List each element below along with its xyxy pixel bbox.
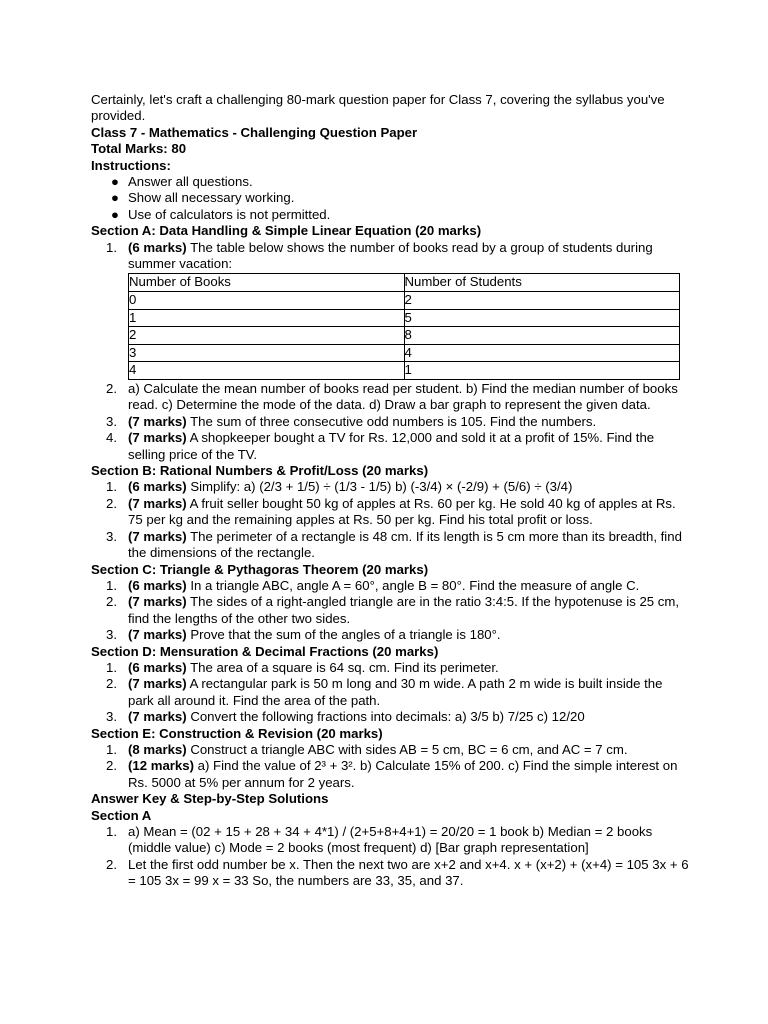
books-table (128, 273, 680, 380)
question-item: 1. (8 marks) Construct a triangle ABC with sides AB = 5 cm, BC = 6 cm, and AC = 7 cm. (106, 741, 628, 757)
question-item: 3. (7 marks) Prove that the sum of the angles of a triangle is 180°. (106, 627, 501, 643)
table-cell: 1 (404, 362, 680, 380)
bullet-icon: ● (111, 190, 119, 206)
table-header-row (129, 274, 680, 292)
section-a-questions-cont (91, 381, 691, 463)
question-item: 2. (7 marks) A fruit seller bought 50 kg of apples at Rs. 60 per kg. He sold 40 kg of apples at Rs. 75 per kg and the remaining apples at Rs. 50 per kg. Find his total profit or loss. (106, 495, 676, 528)
paper-title: Class 7 - Mathematics - Challenging Question Paper (91, 124, 418, 140)
table-row (129, 292, 680, 310)
answer-item: 2. Let the first odd number be x. Then the next two are x+2 and x+4. x + (x+2) + (x+4) = 105 3x + 6 = 105 3x = 99 x = 33 So, the numbers are 33, 35, and 37. (106, 856, 689, 889)
question-item: 1. (6 marks) The area of a square is 64 sq. cm. Find its perimeter. (106, 659, 499, 675)
table-cell: 2 (404, 292, 680, 310)
section-d-questions (91, 660, 691, 726)
section-a-questions (91, 240, 691, 273)
section-b-questions (91, 479, 691, 561)
instructions-list (91, 174, 691, 223)
table-cell: 1 (129, 309, 405, 327)
table-cell: 0 (129, 292, 405, 310)
table-row (129, 344, 680, 362)
question-item: 1. (6 marks) The table below shows the number of books read by a group of students during summer vacation: (106, 239, 653, 272)
total-marks: Total Marks: 80 (91, 141, 187, 157)
section-d-heading: Section D: Mensuration & Decimal Fractions (20 marks) (91, 643, 439, 659)
intro-text: Certainly, let's craft a challenging 80-mark question paper for Class 7, covering the syllabus you've provided. (91, 92, 665, 124)
instruction-item: ● Answer all questions. (111, 174, 253, 190)
question-item: 1. (6 marks) Simplify: a) (2/3 + 1/5) ÷ (1/3 - 1/5) b) (-3/4) × (-2/9) + (5/6) ÷ (3/4) (106, 479, 573, 495)
bullet-icon: ● (111, 206, 119, 222)
section-c-heading: Section C: Triangle & Pythagoras Theorem (20 marks) (91, 561, 429, 577)
table-cell: 2 (129, 327, 405, 345)
answer-key-heading: Answer Key & Step-by-Step Solutions (91, 791, 329, 807)
table-cell: 3 (129, 344, 405, 362)
question-item: 3. (7 marks) Convert the following fractions into decimals: a) 3/5 b) 7/25 c) 12/20 (106, 709, 585, 725)
table-header-cell: Number of Students (404, 274, 680, 292)
section-b-heading: Section B: Rational Numbers & Profit/Loss (20 marks) (91, 463, 429, 479)
question-item: 4. (7 marks) A shopkeeper bought a TV for Rs. 12,000 and sold it at a profit of 15%. Find the selling price of the TV. (106, 430, 655, 462)
table-cell: 8 (404, 327, 680, 345)
section-e-heading: Section E: Construction & Revision (20 marks) (91, 725, 383, 741)
section-c-questions (91, 578, 691, 644)
question-item: 2. (12 marks) a) Find the value of 2³ + 3². b) Calculate 15% of 200. c) Find the simple interest on Rs. 5000 at 5% per annum for 2 years. (106, 758, 678, 790)
question-item: 3. (7 marks) The sum of three consecutive odd numbers is 105. Find the numbers. (106, 413, 597, 429)
question-item: 3. (7 marks) The perimeter of a rectangle is 48 cm. If its length is 5 cm more than its breadth, find the dimensions of the rectangle. (106, 528, 682, 561)
question-item: 2. (7 marks) A rectangular park is 50 m long and 30 m wide. A path 2 m wide is built inside the park all around it. Find the area of the path. (106, 676, 663, 708)
section-e-questions (91, 742, 691, 791)
answer-item: 1. a) Mean = (02 + 15 + 28 + 34 + 4*1) / (2+5+8+4+1) = 20/20 = 1 book b) Median = 2 books (middle value) c) Mode = 2 books (most frequent) d) [Bar graph representation] (106, 824, 653, 856)
question-item: 2. (7 marks) The sides of a right-angled triangle are in the ratio 3:4:5. If the hypotenuse is 25 cm, find the lengths of the other two sides. (106, 594, 680, 626)
document-page (91, 92, 691, 890)
table-row (129, 327, 680, 345)
table-cell: 5 (404, 309, 680, 327)
table-cell: 4 (404, 344, 680, 362)
question-item: 1. (6 marks) In a triangle ABC, angle A = 60°, angle B = 80°. Find the measure of angle C. (106, 577, 640, 593)
instruction-item: ● Use of calculators is not permitted. (111, 206, 331, 222)
table-header-cell: Number of Books (129, 274, 405, 292)
table-row (129, 362, 680, 380)
instructions-heading: Instructions: (91, 157, 171, 173)
table-row (129, 309, 680, 327)
question-item: 2. a) Calculate the mean number of books read per student. b) Find the median number of books read. c) Determine the mode of the data. d) Draw a bar graph to represent the given data. (106, 381, 678, 413)
bullet-icon: ● (111, 174, 119, 190)
table-cell: 4 (129, 362, 405, 380)
answer-section-heading: Section A (91, 807, 152, 823)
section-a-heading: Section A: Data Handling & Simple Linear Equation (20 marks) (91, 223, 482, 239)
instruction-item: ● Show all necessary working. (111, 190, 295, 206)
answer-list (91, 824, 691, 890)
